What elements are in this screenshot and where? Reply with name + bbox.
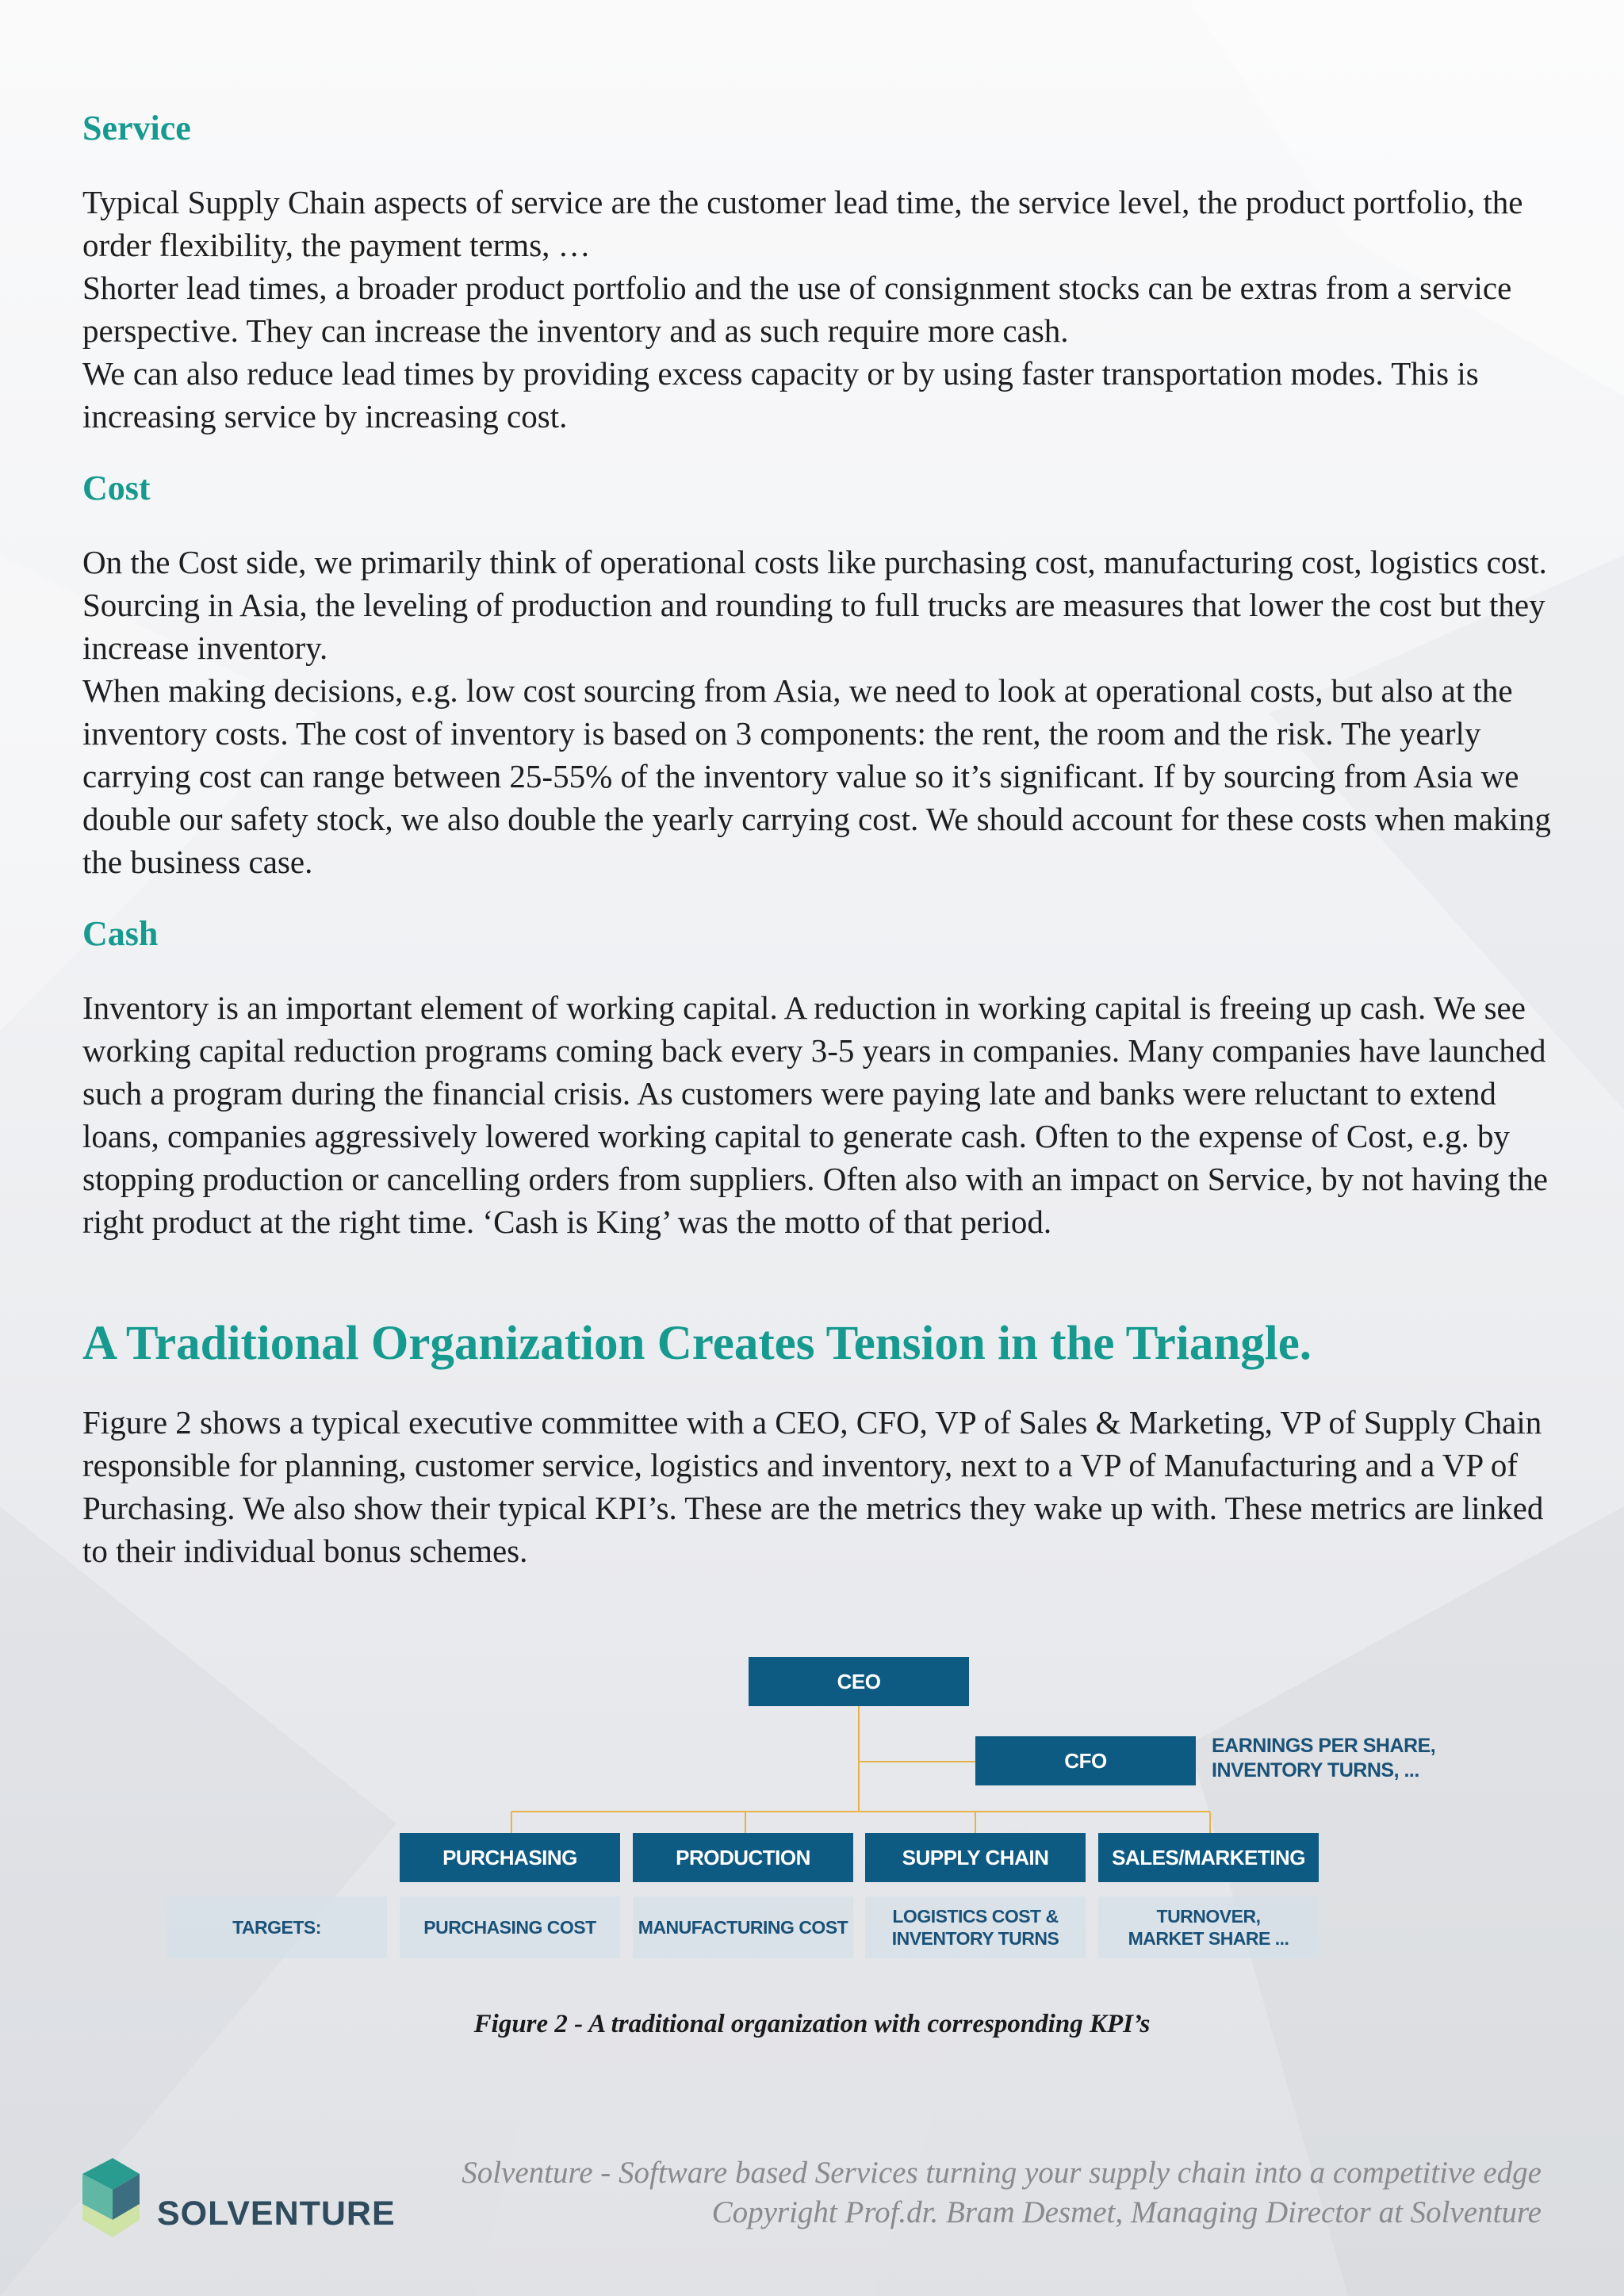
cost-paragraph-1: On the Cost side, we primarily think of operational costs like purchasing cost, manufacturing cost, logistics cost. Sourcing in Asia, the leveling of production and rounding to full trucks are measures that lower the cost but they increase inventory. <box>82 544 1547 666</box>
service-paragraph-1: Typical Supply Chain aspects of service are the customer lead time, the service level, the product portfolio, the order flexibility, the payment terms, … <box>82 184 1523 263</box>
service-paragraph-2: Shorter lead times, a broader product portfolio and the use of consignment stocks can be extras from a service perspective. They can increase the inventory and as such require more cash. <box>82 270 1512 349</box>
target-sales-marketing: TURNOVER, MARKET SHARE ... <box>1098 1896 1319 1958</box>
dept-box-purchasing: PURCHASING <box>400 1833 620 1882</box>
footer-copyright: Copyright Prof.dr. Bram Desmet, Managing Director at Solventure <box>711 2195 1542 2229</box>
heading-cash: Cash <box>82 914 159 953</box>
figure-caption: Figure 2 - A traditional organization with corresponding KPI’s <box>473 2010 1151 2038</box>
logo-wordmark: SOLVENTURE <box>157 2195 396 2233</box>
cost-paragraph-2: When making decisions, e.g. low cost sourcing from Asia, we need to look at operational costs, but also at the inventory costs. The cost of inventory is based on 3 components: the rent, the room and the risk. The yearly carrying cost can range between 25-55% of the inventory value so it’s significant. If by sourcing from Asia we double our safety stock, we also double the yearly carrying cost. We should account for these costs when making the business case. <box>82 672 1551 880</box>
footer-tagline: Solventure - Software based Services turning your supply chain into a competitive edge <box>462 2156 1542 2190</box>
cash-paragraph: Inventory is an important element of working capital. A reduction in working capital is freeing up cash. We see working capital reduction programs coming back every 3-5 years in companies. Many companies have launched such a program during the financial crisis. As customers were paying late and banks were reluctant to extend loans, companies aggressively lowered working capital to generate cash. Often to the expense of Cost, e.g. by stopping production or cancelling orders from suppliers. Often also with an impact on Service, by not having the right product at the right time. ‘Cash is King’ was the motto of that period. <box>82 989 1549 1240</box>
heading-service: Service <box>82 109 191 147</box>
ceo-box: CEO <box>749 1657 969 1706</box>
targets-label: TARGETS: <box>167 1896 387 1958</box>
cfo-box: CFO <box>975 1736 1196 1785</box>
target-purchasing: PURCHASING COST <box>400 1896 620 1958</box>
cfo-kpi-line-1: EARNINGS PER SHARE, <box>1212 1735 1436 1757</box>
main-heading: A Traditional Organization Creates Tension in the Triangle. <box>82 1317 1312 1370</box>
heading-cost: Cost <box>82 469 151 507</box>
cfo-kpi-note <box>1212 1734 1435 1783</box>
cfo-kpi-line-2: INVENTORY TURNS, ... <box>1212 1759 1419 1781</box>
dept-box-production: PRODUCTION <box>633 1833 853 1882</box>
intro-paragraph: Figure 2 shows a typical executive committee with a CEO, CFO, VP of Sales & Marketing, VP of Supply Chain responsible for planning, customer service, logistics and inventory, next to a VP of Manufacturing and a VP of Purchasing. We also show their typical KPI’s. These are the metrics they wake up with. These metrics are linked to their individual bonus schemes. <box>82 1404 1544 1569</box>
service-paragraph-3: We can also reduce lead times by providing excess capacity or by using faster transportation modes. This is increasing service by increasing cost. <box>82 355 1479 434</box>
target-production: MANUFACTURING COST <box>633 1896 853 1958</box>
target-supply-chain: LOGISTICS COST & INVENTORY TURNS <box>865 1896 1086 1958</box>
dept-box-sales-marketing: SALES/MARKETING <box>1098 1833 1319 1882</box>
dept-box-supply-chain: SUPPLY CHAIN <box>865 1833 1086 1882</box>
